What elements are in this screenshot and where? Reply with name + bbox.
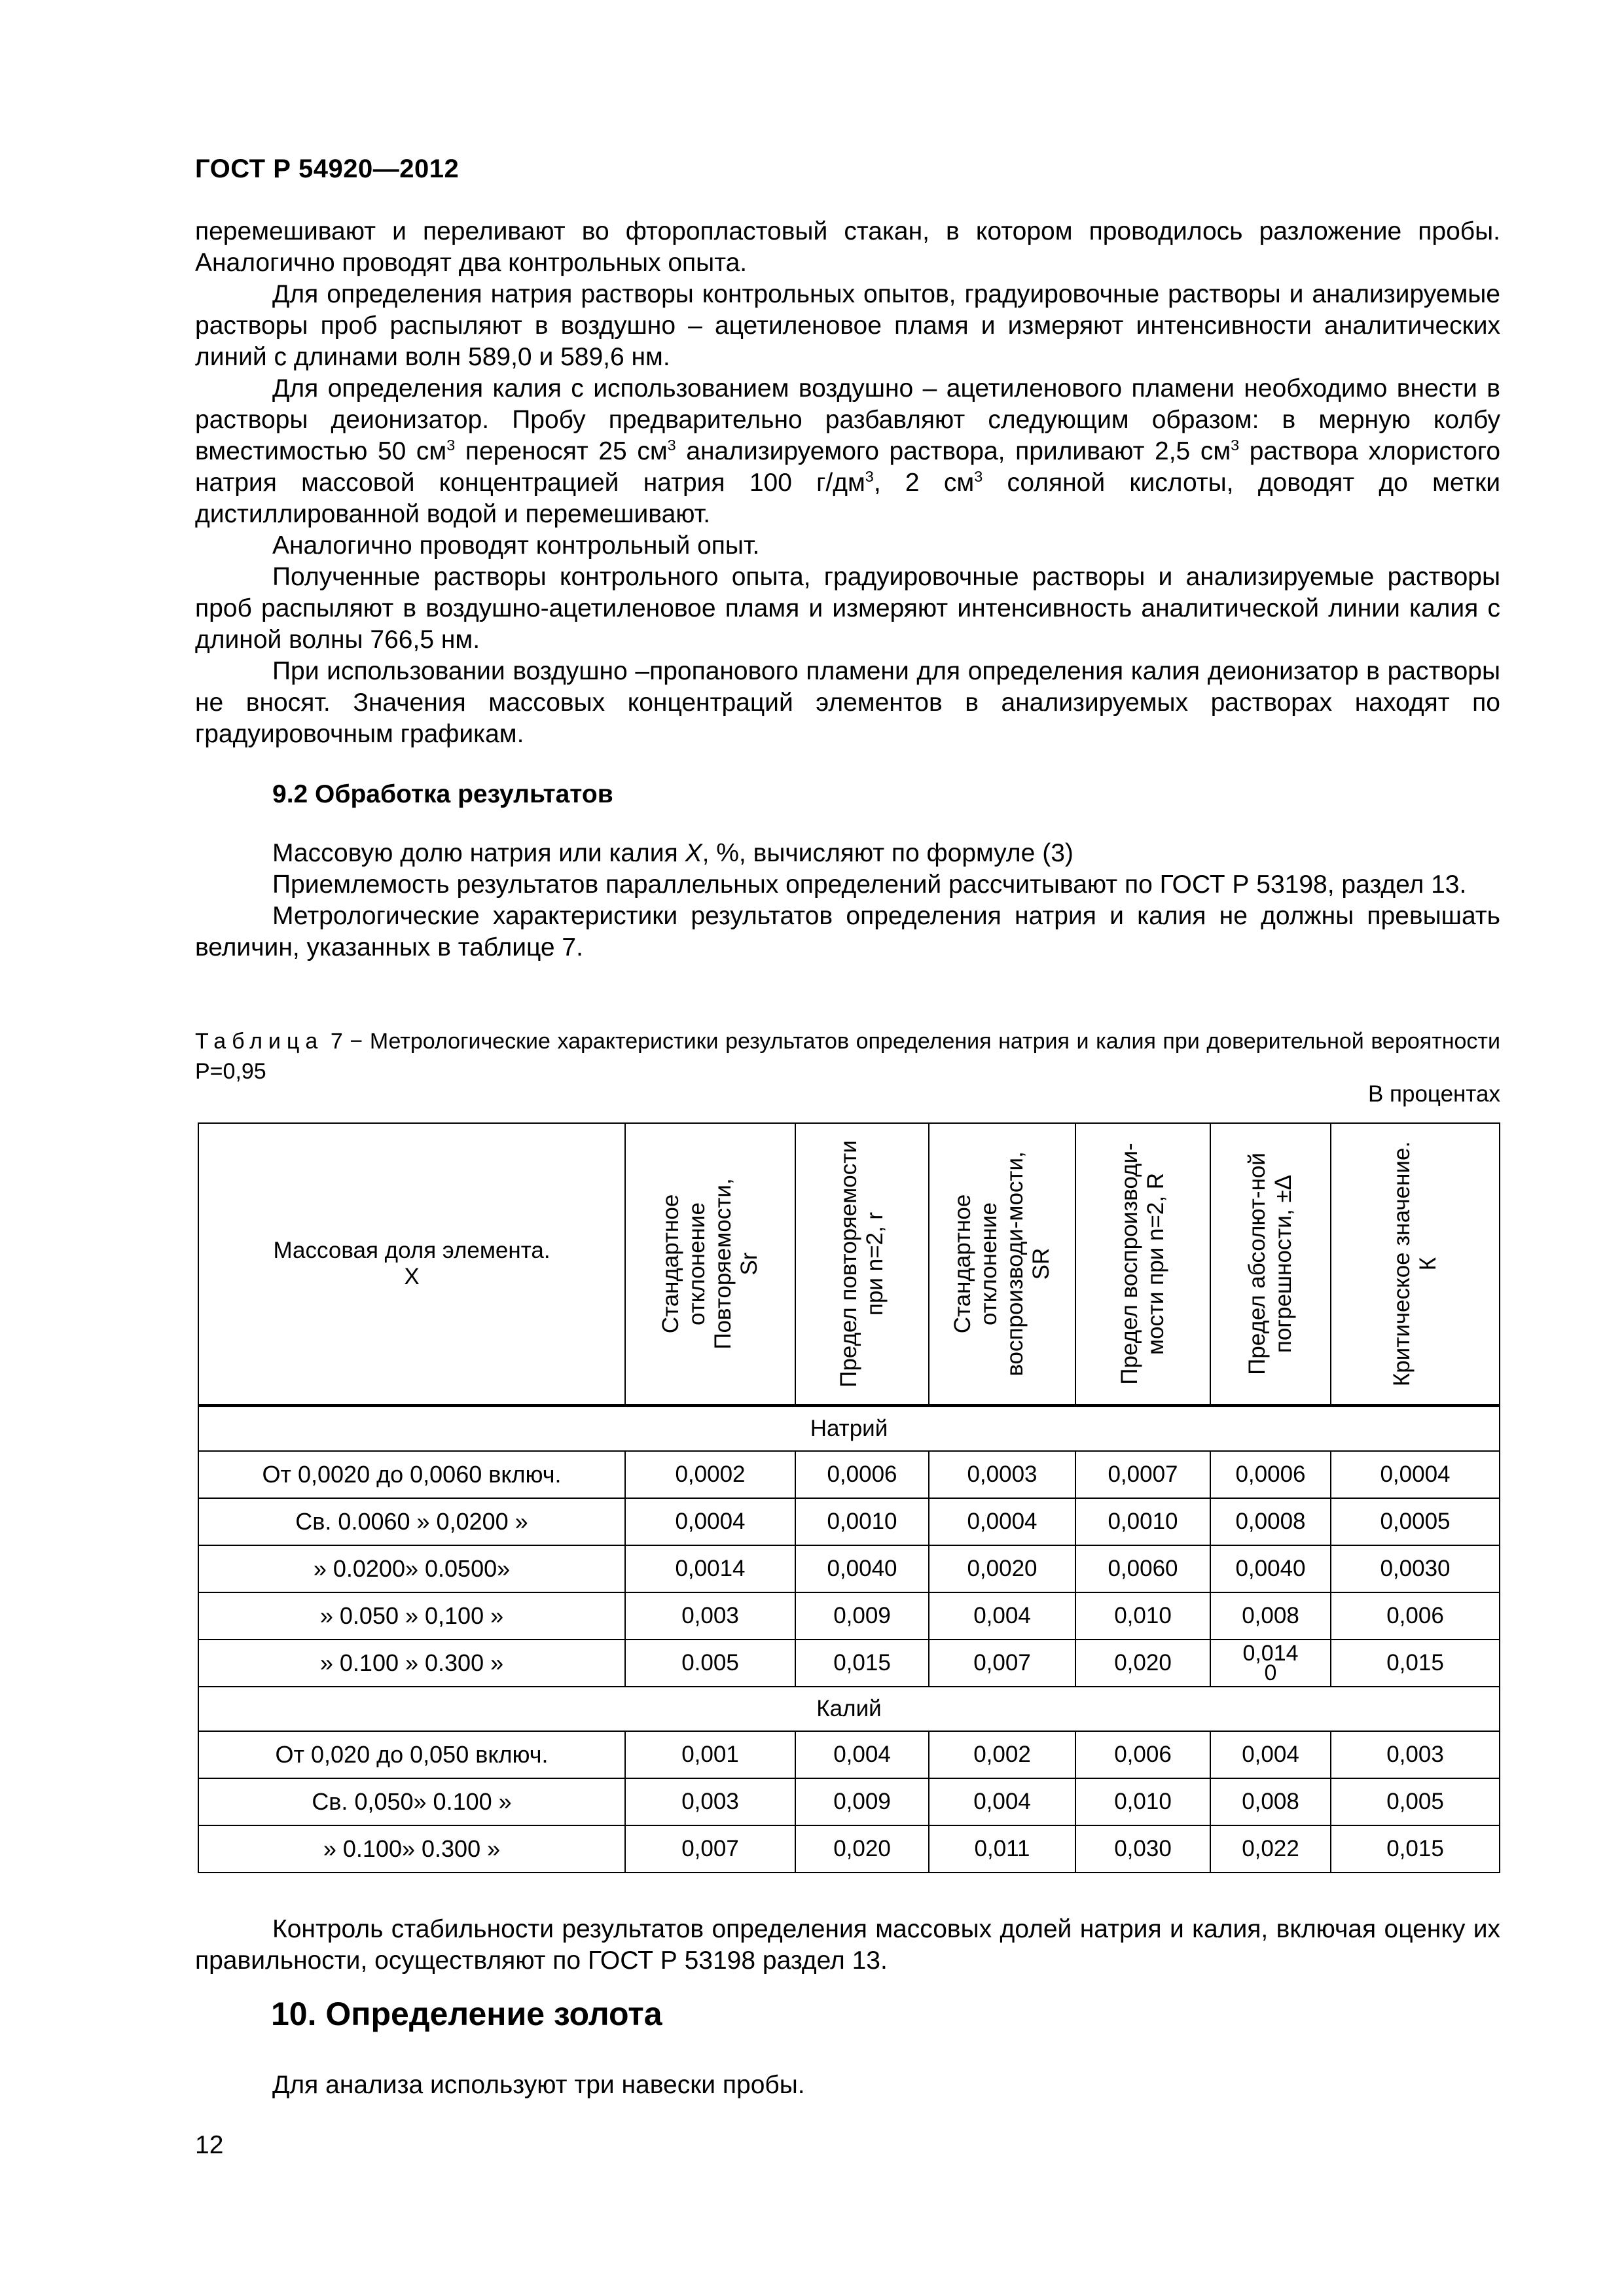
table-cell-value: 0,007 <box>625 1825 795 1873</box>
table-cell-value: 0,0030 <box>1331 1545 1500 1592</box>
table-cell-value: 0,015 <box>1331 1825 1500 1873</box>
table-cell-value: 0,009 <box>795 1592 929 1640</box>
body-text-last <box>195 2070 1500 2101</box>
table-cell-value: 0,0006 <box>795 1451 929 1498</box>
table-group-label: Калий <box>198 1687 1500 1731</box>
table-cell-value: 0,0060 <box>1075 1545 1210 1592</box>
table-cell-value: 0,004 <box>929 1592 1075 1640</box>
paragraph: Аналогично проводят контрольный опыт. <box>272 531 760 560</box>
table-caption: Таблица 7 − Метрологические характеристики результатов определения натрия и калия при доверительной вероятности Р=0,95 <box>195 1029 1500 1084</box>
table-cell-value: 0,005 <box>1331 1778 1500 1825</box>
table-cell-value: 0,009 <box>795 1778 929 1825</box>
header-reproducibility-limit: Предел воспроизводи-мости при n=2, R <box>1075 1123 1210 1406</box>
table-cell-value: 0,015 <box>1331 1640 1500 1687</box>
table-cell-value: 0,020 <box>795 1825 929 1873</box>
table-cell-range: » 0.100 » 0.300 » <box>198 1640 625 1687</box>
section-title: 10. Определение золота <box>271 1996 662 2032</box>
paragraph: перемешивают и переливают во фторопластовый стакан, в котором проводилось разложение пробы. Аналогично проводят два контрольных опыта. <box>195 217 1500 277</box>
header-reproducibility-sd: Стандартное отклонение воспроизводи-мости, SR <box>929 1123 1075 1406</box>
paragraph: Для определения натрия растворы контрольных опытов, градуировочные растворы и анализируемые растворы проб распыляют в воздушно – ацетиленовое пламя и измеряют интенсивности аналитических линий с длинами волн 589,0 и 589,6 нм. <box>195 280 1500 371</box>
table-cell-value: 0,002 <box>929 1731 1075 1778</box>
table-row <box>198 1498 1500 1545</box>
paragraph: Приемлемость результатов параллельных определений рассчитывают по ГОСТ Р 53198, раздел 13. <box>272 870 1467 899</box>
table-cell-value: 0,0004 <box>1331 1451 1500 1498</box>
table-cell-value: 0.005 <box>625 1640 795 1687</box>
table-cell-value: 0,003 <box>625 1592 795 1640</box>
table-cell-value: 0,007 <box>929 1640 1075 1687</box>
table-cell-value: 0,020 <box>1075 1640 1210 1687</box>
table-cell-value: 0,0010 <box>1075 1498 1210 1545</box>
table-cell-value: 0,0006 <box>1210 1451 1331 1498</box>
table-cell-value: 0,0010 <box>795 1498 929 1545</box>
table-row <box>198 1592 1500 1640</box>
table-cell-range: От 0,020 до 0,050 включ. <box>198 1731 625 1778</box>
table-cell-value: 0,004 <box>929 1778 1075 1825</box>
header-critical-value: Критическое значение. К <box>1331 1123 1500 1406</box>
table-header-row <box>198 1123 1500 1406</box>
table-cell-value: 0,0004 <box>625 1498 795 1545</box>
table-cell-value: 0,011 <box>929 1825 1075 1873</box>
table-cell-value: 0,0020 <box>929 1545 1075 1592</box>
paragraph: Для анализа используют три навески пробы. <box>272 2071 805 2099</box>
table-cell-value: 0,022 <box>1210 1825 1331 1873</box>
paragraph: Полученные растворы контрольного опыта, градуировочные растворы и анализируемые растворы проб распыляют в воздушно-ацетиленовое пламя и измеряют интенсивность аналитической линии калия с длиной волны 766,5 нм. <box>195 563 1500 654</box>
table-cell-range: » 0.100» 0.300 » <box>198 1825 625 1873</box>
body-text-after-table <box>195 1914 1500 1977</box>
table-units: В процентах <box>1367 1081 1500 1107</box>
table-cell-value: 0,015 <box>795 1640 929 1687</box>
table-cell-value: 0,0005 <box>1331 1498 1500 1545</box>
table-cell-value: 0,004 <box>1210 1731 1331 1778</box>
table-cell-range: » 0.0200» 0.0500» <box>198 1545 625 1592</box>
paragraph: Метрологические характеристики результатов определения натрия и калия не должны превышать величин, указанных в таблице 7. <box>195 902 1500 961</box>
table-cell-value: 0,0008 <box>1210 1498 1331 1545</box>
metrology-table <box>198 1122 1500 1873</box>
body-text-top <box>195 216 1500 750</box>
table-cell-range: Св. 0,050» 0.100 » <box>198 1778 625 1825</box>
table-cell-value: 0,006 <box>1075 1731 1210 1778</box>
table-cell-value: 0,008 <box>1210 1778 1331 1825</box>
body-text-mid <box>195 838 1500 963</box>
table-cell-value: 0,003 <box>625 1778 795 1825</box>
table-cell-value: 0,0007 <box>1075 1451 1210 1498</box>
header-repeatability-sd: Стандартное отклонение Повторяемости, Sr <box>625 1123 795 1406</box>
table-row <box>198 1825 1500 1873</box>
table-cell-value: 0,0003 <box>929 1451 1075 1498</box>
table-cell-value: 0,0004 <box>929 1498 1075 1545</box>
page-number: 12 <box>195 2131 224 2159</box>
table-group-row <box>198 1406 1500 1452</box>
table-cell-value: 0,0040 <box>795 1545 929 1592</box>
table-cell-range: » 0.050 » 0,100 » <box>198 1592 625 1640</box>
header-repeatability-limit: Предел повторяемости при n=2, r <box>795 1123 929 1406</box>
table-cell-value: 0,003 <box>1331 1731 1500 1778</box>
table-cell-value: 0,030 <box>1075 1825 1210 1873</box>
table-cell-range: Св. 0.0060 » 0,0200 » <box>198 1498 625 1545</box>
table-row <box>198 1778 1500 1825</box>
table-group-label: Натрий <box>198 1406 1500 1452</box>
header-mass-fraction: Массовая доля элемента. X <box>198 1123 625 1406</box>
table-cell-value: 0,014 0 <box>1210 1640 1331 1687</box>
table-body <box>198 1406 1500 1873</box>
subsection-title: 9.2 Обработка результатов <box>272 780 613 808</box>
table-cell-value: 0,010 <box>1075 1592 1210 1640</box>
table-cell-value: 0,0014 <box>625 1545 795 1592</box>
table-cell-value: 0,004 <box>795 1731 929 1778</box>
table-cell-value: 0,0040 <box>1210 1545 1331 1592</box>
table-cell-value: 0,008 <box>1210 1592 1331 1640</box>
header-absolute-error-limit: Предел абсолют-ной погрешности, ±Δ <box>1210 1123 1331 1406</box>
table-cell-range: От 0,0020 до 0,0060 включ. <box>198 1451 625 1498</box>
paragraph: Контроль стабильности результатов определения массовых долей натрия и калия, включая оценку их правильности, осуществляют по ГОСТ Р 53198 раздел 13. <box>195 1915 1500 1975</box>
table-group-row <box>198 1687 1500 1731</box>
table-cell-value: 0,0002 <box>625 1451 795 1498</box>
table-cell-value: 0,010 <box>1075 1778 1210 1825</box>
table-row <box>198 1451 1500 1498</box>
document-header: ГОСТ Р 54920—2012 <box>195 154 460 183</box>
table-cell-value: 0,001 <box>625 1731 795 1778</box>
paragraph-potassium-dilution: Для определения калия с использованием воздушно – ацетиленового пламени необходимо внести в растворы деионизатор. Пробу предварительно разбавляют следующим образом: в мерную колбу вместимостью 50 $см^3$ переносят 25 $см^3$ анализируемого раствора, приливают 2,5 $см^3$ раствора хлористого натрия массовой концентрацией натрия 100 $г/дм^3$, 2 $см^3$ соляной кислоты, доводят до метки дистиллированной водой и перемешивают. <box>195 374 1501 528</box>
table-row <box>198 1545 1500 1592</box>
table-cell-value: 0,006 <box>1331 1592 1500 1640</box>
table-row <box>198 1731 1500 1778</box>
paragraph: При использовании воздушно –пропанового пламени для определения калия деионизатор в растворы не вносят. Значения массовых концентраций элементов в анализируемых растворах находят по градуировочным графикам. <box>195 657 1500 748</box>
table-row <box>198 1640 1500 1687</box>
paragraph-formula-ref: Массовую долю натрия или калия X, %, вычисляют по формуле (3) <box>272 839 1074 867</box>
